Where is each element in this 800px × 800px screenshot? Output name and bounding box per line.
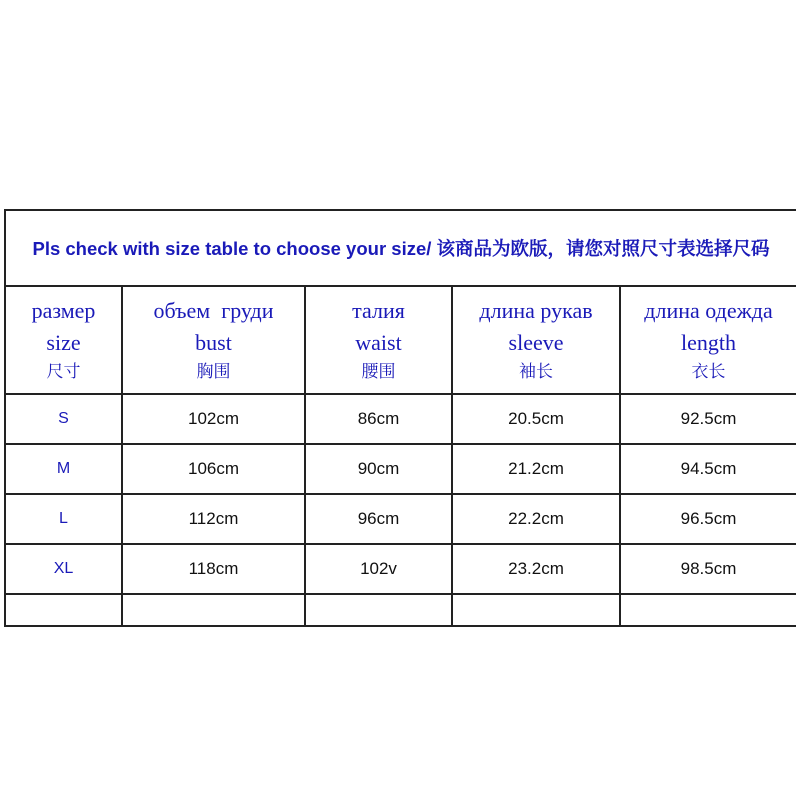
waist-cell: 96cm	[305, 494, 452, 544]
size-cell: XL	[5, 544, 122, 594]
table-row	[5, 394, 796, 444]
header-length-ru: длина одежда	[644, 298, 773, 323]
header-bust-zh: 胸围	[196, 362, 231, 381]
length-cell: 98.5cm	[620, 544, 796, 594]
sleeve-cell: 23.2cm	[452, 544, 620, 594]
table-row	[5, 544, 796, 594]
header-length	[620, 286, 796, 394]
title-row	[5, 210, 796, 286]
length-cell: 92.5cm	[620, 394, 796, 444]
header-length-en: length	[681, 330, 737, 355]
header-size-ru: размер	[31, 298, 96, 323]
waist-cell: 86cm	[305, 394, 452, 444]
bust-cell: 118cm	[122, 544, 305, 594]
header-waist	[305, 286, 452, 394]
header-bust-ru: объем груди	[153, 298, 274, 323]
length-cell: 96.5cm	[620, 494, 796, 544]
empty-cell	[620, 594, 796, 626]
header-bust	[122, 286, 305, 394]
header-sleeve-en: sleeve	[508, 330, 564, 355]
bust-cell: 112cm	[122, 494, 305, 544]
bust-cell: 106cm	[122, 444, 305, 494]
header-bust-en: bust	[195, 330, 232, 355]
header-size	[5, 286, 122, 394]
empty-cell	[5, 594, 122, 626]
waist-cell: 102v	[305, 544, 452, 594]
size-cell: S	[5, 394, 122, 444]
sleeve-cell: 20.5cm	[452, 394, 620, 444]
header-waist-ru: талия	[352, 298, 405, 323]
header-sleeve-zh: 袖长	[519, 362, 553, 381]
header-size-zh: 尺寸	[46, 362, 81, 381]
sleeve-cell: 21.2cm	[452, 444, 620, 494]
sleeve-cell: 22.2cm	[452, 494, 620, 544]
bust-cell: 102cm	[122, 394, 305, 444]
empty-cell	[305, 594, 452, 626]
header-row	[5, 286, 796, 394]
header-length-zh: 衣长	[691, 362, 726, 381]
table-row-cut-off	[5, 594, 796, 626]
empty-cell	[122, 594, 305, 626]
header-size-en: size	[46, 330, 81, 355]
waist-cell: 90cm	[305, 444, 452, 494]
size-cell: L	[5, 494, 122, 544]
table-row	[5, 444, 796, 494]
size-cell: M	[5, 444, 122, 494]
table-title: Pls check with size table to choose your size/ 该商品为欧版，请您对照尺寸表选择尺码	[5, 210, 796, 286]
header-waist-en: waist	[355, 330, 402, 355]
size-table-container	[4, 209, 796, 800]
header-sleeve-ru: длина рукав	[479, 298, 593, 323]
header-sleeve	[452, 286, 620, 394]
header-waist-zh: 腰围	[361, 362, 396, 381]
size-table	[4, 209, 796, 627]
table-row	[5, 494, 796, 544]
length-cell: 94.5cm	[620, 444, 796, 494]
empty-cell	[452, 594, 620, 626]
